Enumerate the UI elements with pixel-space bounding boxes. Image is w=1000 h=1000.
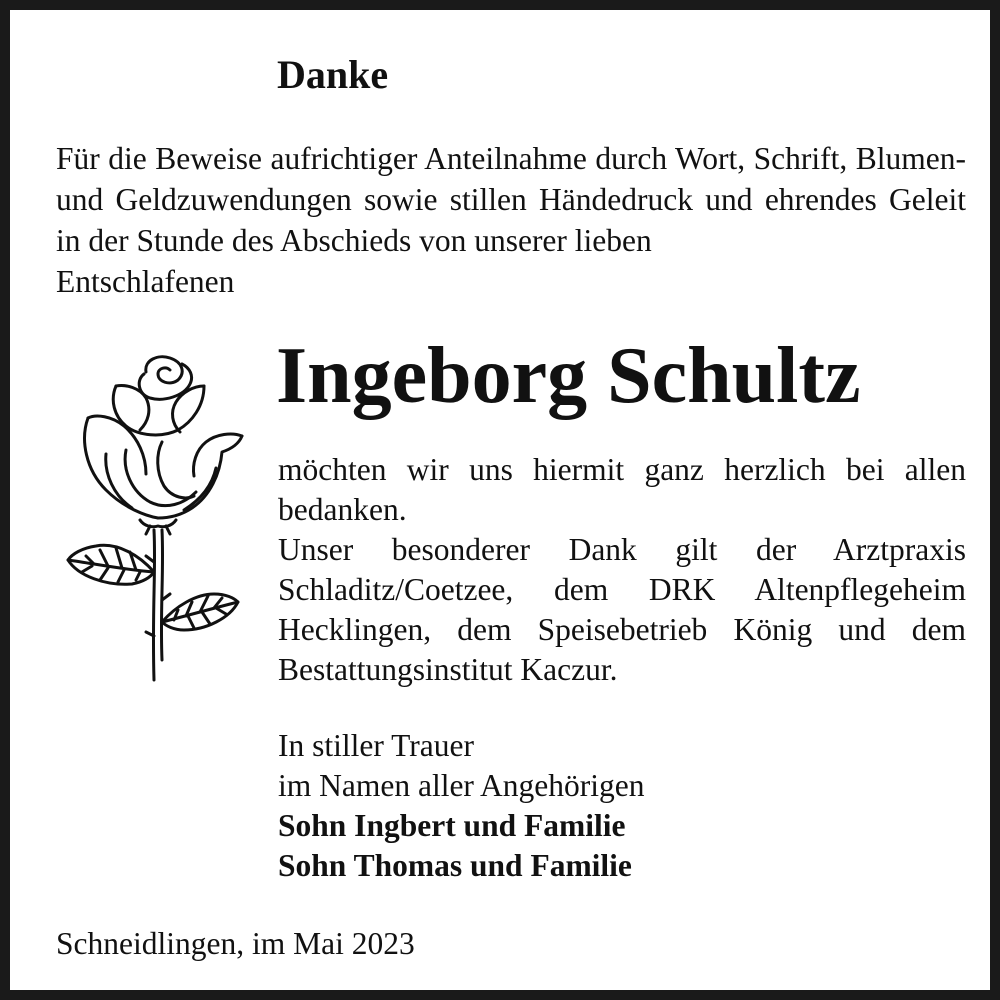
intro-line: Entschlafenen xyxy=(56,264,235,299)
notice-heading: Danke xyxy=(277,52,389,97)
place-date: Schneidlingen, im Mai 2023 xyxy=(56,926,415,961)
closing-line: In stiller Trauer xyxy=(278,728,474,763)
thanks-line: Hecklingen, dem Speisebetrieb König und dem xyxy=(278,612,966,647)
family-name: Sohn Ingbert und Familie xyxy=(278,808,626,843)
thanks-paragraph xyxy=(278,450,966,690)
thanks-line: Bestattungsinstitut Kaczur. xyxy=(278,652,618,687)
deceased-name: Ingeborg Schultz xyxy=(276,332,861,420)
intro-line: ehrendes Geleit in der Stunde des Abschieds von unserer lieben xyxy=(56,182,967,258)
family-name: Sohn Thomas und Familie xyxy=(278,848,632,883)
closing-line: im Namen aller Angehörigen xyxy=(278,768,645,803)
thanks-line: möchten wir uns hiermit ganz herzlich bei allen xyxy=(278,452,966,487)
thanks-line: Unser besonderer Dank gilt der Arztpraxis xyxy=(278,532,966,567)
intro-line: Für die Beweise aufrichtiger Anteilnahme durch Wort, Schrift, xyxy=(56,141,848,176)
thanks-line: bedanken. xyxy=(278,492,407,527)
rose-icon xyxy=(66,350,246,685)
thanks-line: Schladitz/Coetzee, dem DRK Altenpflegeheim xyxy=(278,572,966,607)
intro-paragraph xyxy=(56,138,966,302)
intro-line: Blumen- und Geldzuwendungen sowie stillen Händedruck und xyxy=(56,141,967,217)
closing-block xyxy=(278,726,645,886)
